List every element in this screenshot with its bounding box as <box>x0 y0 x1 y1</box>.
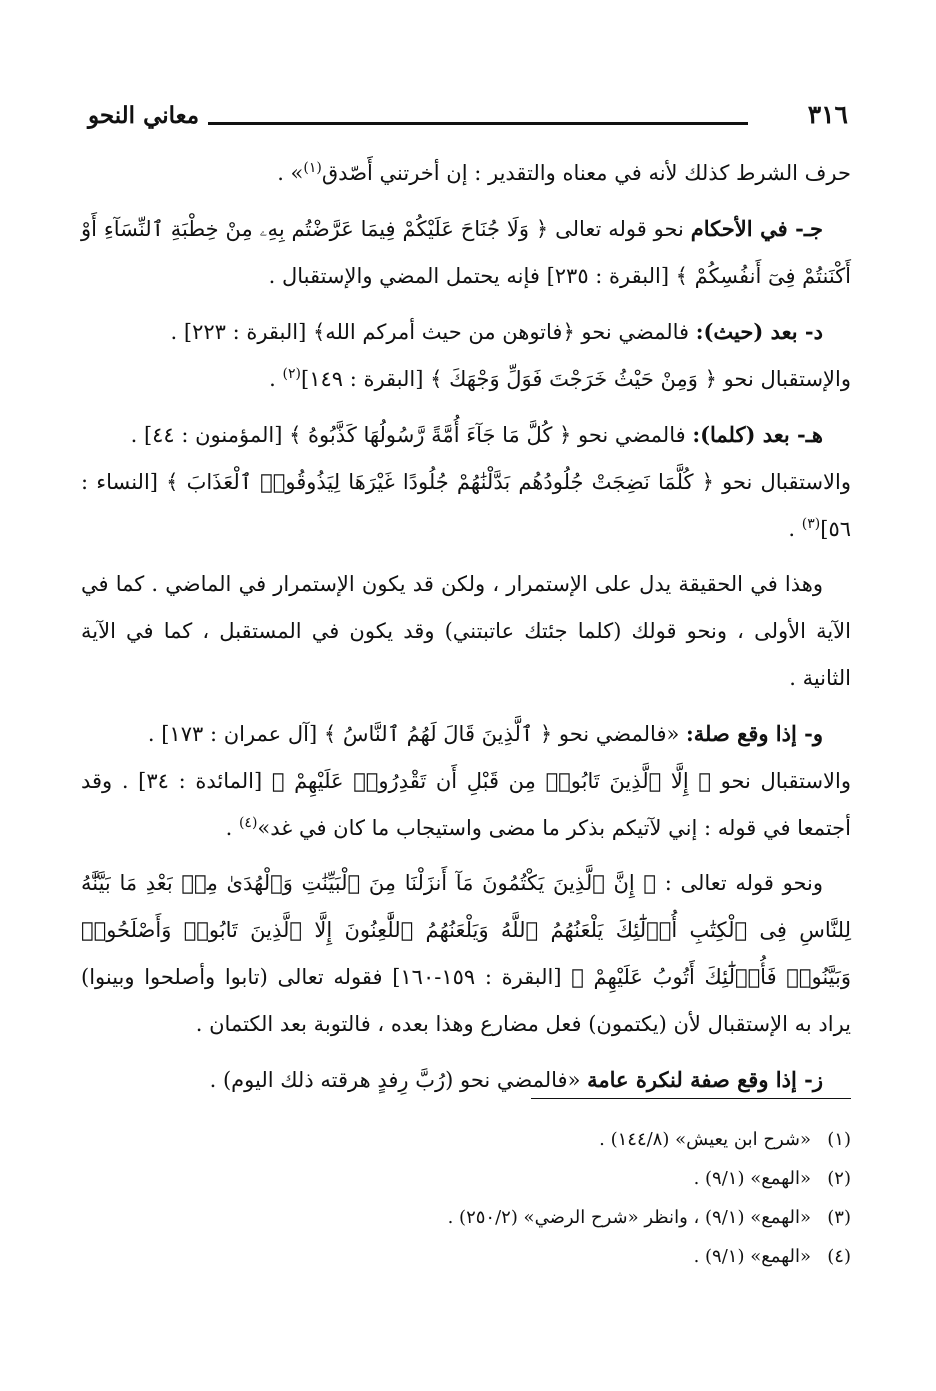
footnote-text: «الهمع» (٩/١) . <box>693 1246 811 1267</box>
page-number: ٣١٦ <box>807 100 848 129</box>
footnote-text: «شرح ابن يعيش» (١٤٤/٨) . <box>599 1129 811 1150</box>
paragraph <box>81 356 851 403</box>
paragraph-text: والاستقبال نحو ﴿ إِلَّا ٱلَّذِينَ تَابُوا۟ مِن قَبْلِ أَن تَقْدِرُوا۟ عَلَيْهِمْ ﴾ [المائدة : ٣٤] . وقد أجتمعا في قوله : إني لآتيكم بذكر ما مضى واستيجاب ما كان في غد» <box>81 769 851 840</box>
paragraph <box>81 459 851 553</box>
paragraph <box>81 860 851 1048</box>
footnote-ref: (٣) <box>801 516 821 532</box>
paragraph-text: نحو قوله تعالى ﴿ وَلَا جُنَاحَ عَلَيْكُمْ فِيمَا عَرَّضْتُم بِهِۦ مِنْ خِطْبَةِ ٱلنِّسَآءِ أَوْ أَكْنَنتُمْ فِىٓ أَنفُسِكُمْ ﴾ [البقرة : ٢٣٥] فإنه يحتمل المضي والإستقبال . <box>81 217 851 288</box>
footnote <box>81 1198 851 1237</box>
paragraph <box>81 411 851 459</box>
paragraph-text: والاستقبال نحو ﴿ كُلَّمَا نَضِجَتْ جُلُودُهُم بَدَّلْنَٰهُمْ جُلُودًا غَيْرَهَا لِيَذُوقُوا۟ ٱلْعَذَابَ ﴾ [النساء : ٥٦] <box>81 470 851 541</box>
paragraph <box>81 561 851 702</box>
main-text <box>81 150 851 1112</box>
paragraph-text: والإستقبال نحو ﴿ وَمِنْ حَيْثُ خَرَجْتَ فَوَلِّ وَجْهَكَ ﴾ [البقرة : ١٤٩] <box>300 367 851 391</box>
footnote-text: «الهمع» (٩/١) ، وانظر «شرح الرضي» (٢٥٠/٢) . <box>447 1207 811 1228</box>
paragraph-tail: . <box>788 517 802 541</box>
footnote-ref: (٢) <box>282 366 301 382</box>
paragraph <box>81 150 851 197</box>
header-rule <box>208 122 748 125</box>
footnote-number: (٣) <box>827 1207 851 1228</box>
paragraph-text: حرف الشرط كذلك لأنه في معناه والتقدير : إن أخرتني أَصّدق <box>321 161 851 185</box>
paragraph <box>81 1056 851 1104</box>
footnote-separator <box>531 1098 851 1099</box>
footnote-ref: (٤) <box>238 815 258 831</box>
paragraph <box>81 205 851 300</box>
book-title: معاني النحو <box>88 102 200 129</box>
paragraph-text: فالمضي نحو ﴿فاتوهن من حيث أمركم الله﴾ [البقرة : ٢٢٣] . <box>170 320 696 344</box>
paragraph-tail: » . <box>277 161 304 185</box>
page-header <box>88 100 848 140</box>
footnote <box>81 1159 851 1198</box>
footnote <box>81 1120 851 1159</box>
footnote-ref: (١) <box>303 160 322 176</box>
section-lead: هـ- بعد (كلما): <box>692 422 823 447</box>
paragraph-tail: . <box>225 816 239 840</box>
paragraph-text: ونحو قوله تعالى : ﴿ إِنَّ ٱلَّذِينَ يَكْتُمُونَ مَآ أَنزَلْنَا مِنَ ٱلْبَيِّنَٰتِ وَٱلْهُدَىٰ مِنۢ بَعْدِ مَا بَيَّنَّٰهُ لِلنَّاسِ فِى ٱلْكِتَٰبِ أُو۟لَٰٓئِكَ يَلْعَنُهُمُ ٱللَّهُ وَيَلْعَنُهُمُ ٱللَّٰعِنُونَ إِلَّا ٱلَّذِينَ تَابُوا۟ وَأَصْلَحُوا۟ وَبَيَّنُوا۟ فَأُو۟لَٰٓئِكَ أَتُوبُ عَلَيْهِمْ ﴾ [البقرة : ١٥٩-١٦٠] فقوله تعالى (تابوا وأصلحوا وبينوا) يراد به الإستقبال لأن (يكتمون) فعل مضارع وهذا بعده ، فالتوبة بعد الكتمان . <box>81 871 851 1036</box>
paragraph <box>81 758 851 852</box>
paragraph <box>81 308 851 356</box>
paragraph-text: وهذا في الحقيقة يدل على الإستمرار ، ولكن قد يكون الإستمرار في الماضي . كما في الآية الأولى ، ونحو قولك (كلما جئتك عاتبتني) وقد يكون في المستقبل ، كما في الآية الثانية . <box>81 572 851 690</box>
section-lead: د- بعد (حيث): <box>695 319 823 344</box>
paragraph-tail: . <box>269 367 283 391</box>
section-lead: جـ- في الأحكام <box>690 216 823 241</box>
footnotes <box>81 1120 851 1276</box>
footnote-text: «الهمع» (٩/١) . <box>693 1168 811 1189</box>
footnote <box>81 1237 851 1276</box>
footnote-number: (٤) <box>827 1246 851 1267</box>
section-lead: و- إذا وقع صلة: <box>686 721 823 746</box>
paragraph-text: «فالمضي نحو (رُبَّ رِفدٍ هرقته ذلك اليوم) . <box>209 1068 588 1092</box>
footnote-number: (١) <box>827 1129 851 1150</box>
paragraph-text: «فالمضي نحو ﴿ ٱلَّذِينَ قَالَ لَهُمُ ٱلنَّاسُ ﴾ [آل عمران : ١٧٣] . <box>147 722 687 746</box>
section-lead: ز- إذا وقع صفة لنكرة عامة <box>587 1067 823 1092</box>
paragraph-text: فالمضي نحو ﴿ كُلَّ مَا جَآءَ أُمَّةً رَّسُولُهَا كَذَّبُوهُ ﴾ [المؤمنون : ٤٤] . <box>130 423 693 447</box>
footnote-number: (٢) <box>827 1168 851 1189</box>
paragraph <box>81 710 851 758</box>
